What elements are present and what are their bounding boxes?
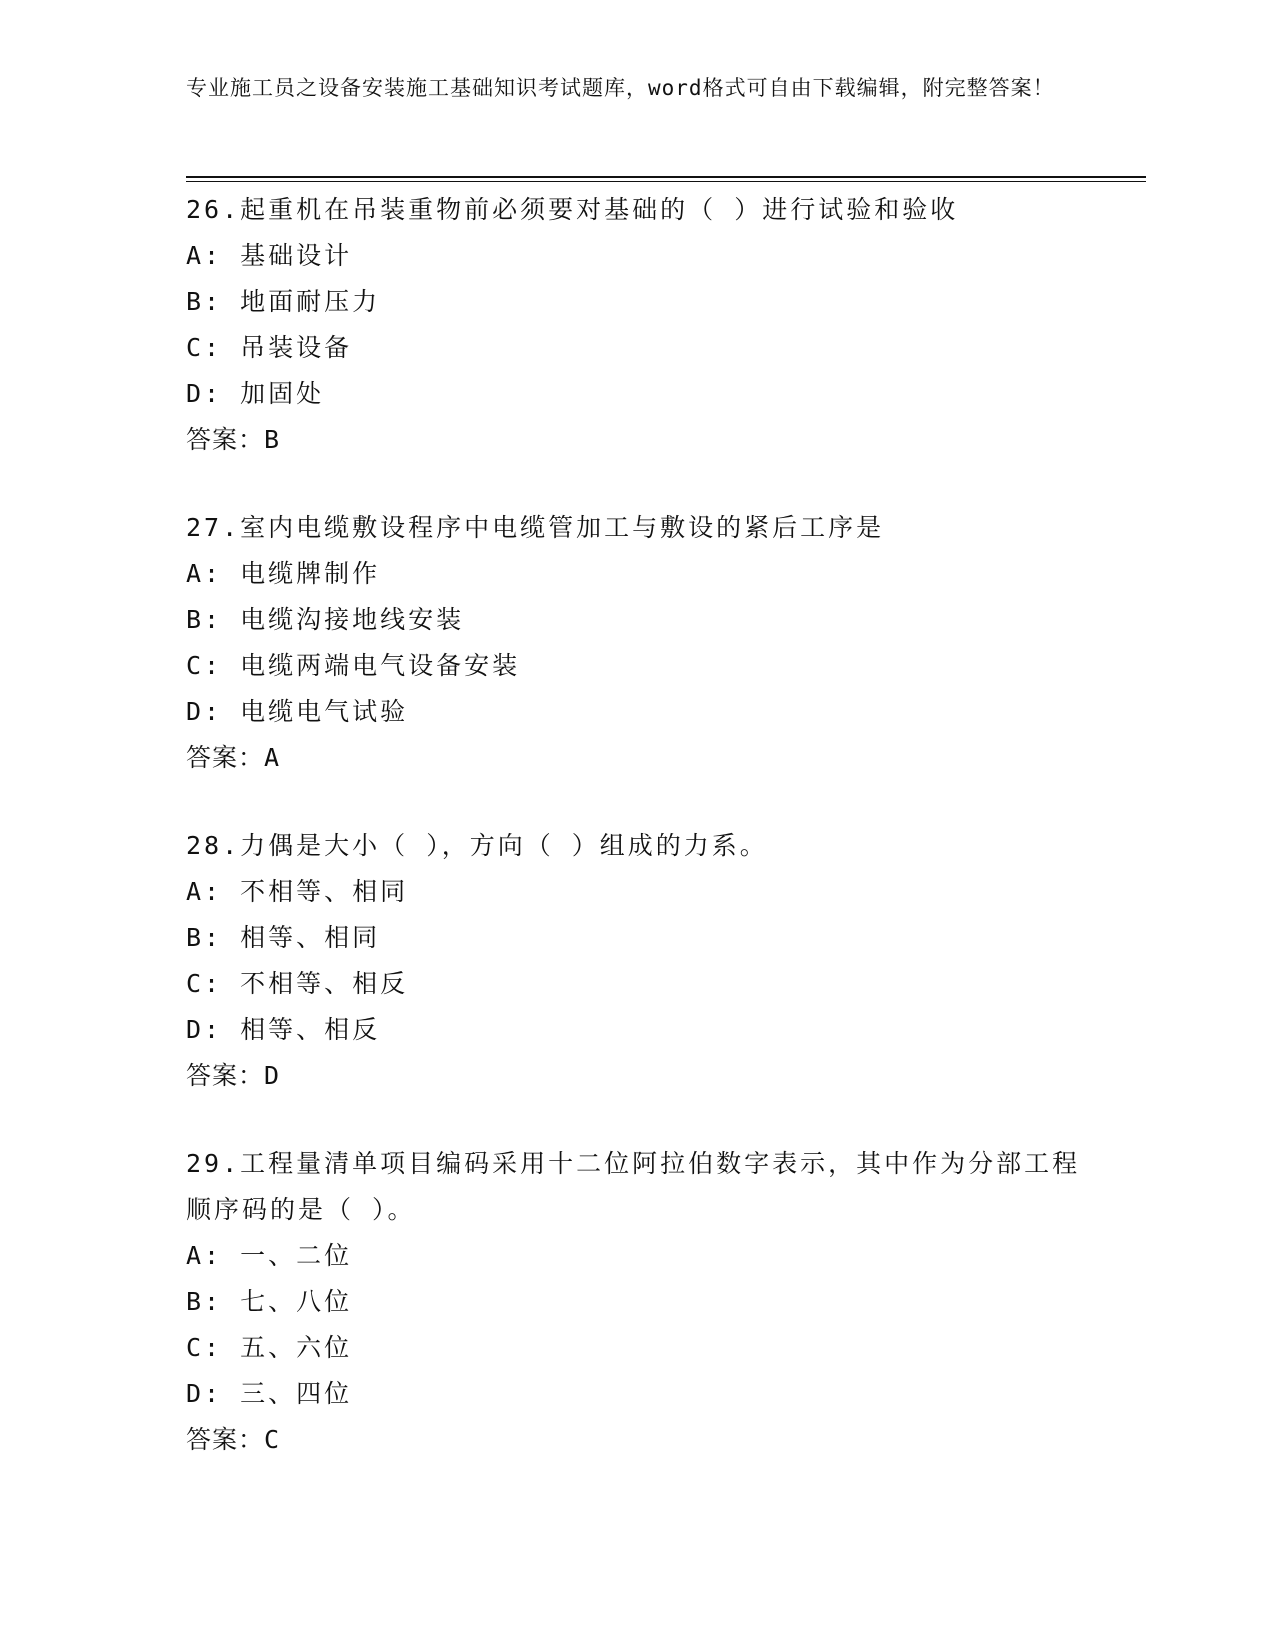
option-d: D: 电缆电气试验 xyxy=(186,697,409,726)
question-stem: 29.工程量清单项目编码采用十二位阿拉伯数字表示，其中作为分部工程顺序码的是（ ）。 xyxy=(186,1149,1081,1224)
page-header: 专业施工员之设备安装施工基础知识考试题库，word格式可自由下载编辑，附完整答案！ xyxy=(186,76,1055,100)
option-b: B: 地面耐压力 xyxy=(186,287,381,316)
answer: 答案：D xyxy=(186,1061,281,1090)
option-a: A: 电缆牌制作 xyxy=(186,559,381,588)
option-d: D: 相等、相反 xyxy=(186,1015,381,1044)
option-a: A: 基础设计 xyxy=(186,241,353,270)
question-stem: 26.起重机在吊装重物前必须要对基础的（ ）进行试验和验收 xyxy=(186,195,959,224)
question-28 xyxy=(186,823,1086,1099)
option-b: B: 七、八位 xyxy=(186,1287,353,1316)
option-a: A: 一、二位 xyxy=(186,1241,353,1270)
question-stem: 28.力偶是大小（ ），方向（ ）组成的力系。 xyxy=(186,831,768,860)
question-stem: 27.室内电缆敷设程序中电缆管加工与敷设的紧后工序是 xyxy=(186,513,885,542)
answer: 答案：A xyxy=(186,743,281,772)
answer: 答案：B xyxy=(186,425,281,454)
option-a: A: 不相等、相同 xyxy=(186,877,409,906)
option-b: B: 电缆沟接地线安装 xyxy=(186,605,465,634)
header-divider-top xyxy=(186,176,1146,178)
option-b: B: 相等、相同 xyxy=(186,923,381,952)
option-c: C: 吊装设备 xyxy=(186,333,353,362)
question-26 xyxy=(186,187,1086,463)
question-27 xyxy=(186,505,1086,781)
answer: 答案：C xyxy=(186,1425,281,1454)
question-29 xyxy=(186,1141,1086,1463)
option-c: C: 电缆两端电气设备安装 xyxy=(186,651,521,680)
option-d: D: 三、四位 xyxy=(186,1379,353,1408)
option-d: D: 加固处 xyxy=(186,379,325,408)
option-c: C: 不相等、相反 xyxy=(186,969,409,998)
header-divider-bottom xyxy=(186,181,1146,182)
option-c: C: 五、六位 xyxy=(186,1333,353,1362)
